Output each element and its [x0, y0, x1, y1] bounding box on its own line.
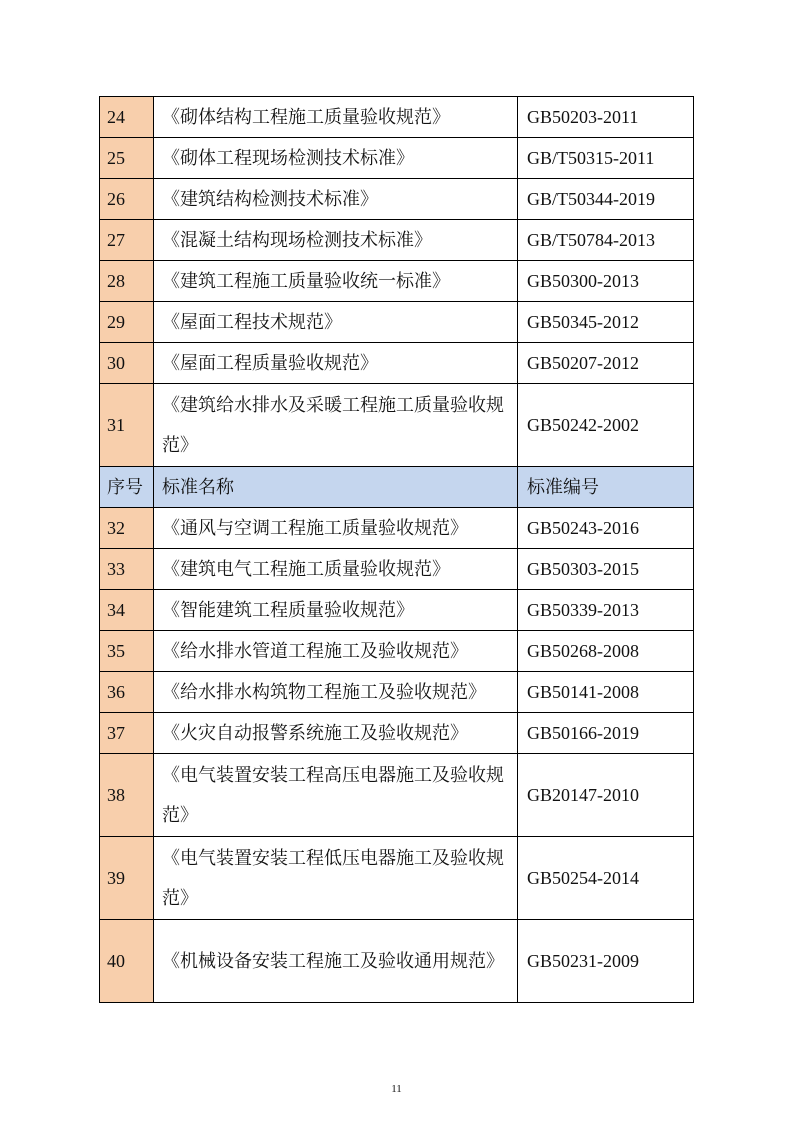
standard-name: 《给水排水构筑物工程施工及验收规范》: [154, 672, 518, 713]
standard-code: GB50166-2019: [518, 713, 694, 754]
standard-code: GB50243-2016: [518, 508, 694, 549]
row-number: 27: [100, 220, 154, 261]
standard-name: 《混凝土结构现场检测技术标准》: [154, 220, 518, 261]
standard-code: GB50231-2009: [518, 920, 694, 1003]
table-row: [100, 220, 694, 261]
row-number: 36: [100, 672, 154, 713]
table-row: [100, 261, 694, 302]
standard-code: GB50303-2015: [518, 549, 694, 590]
header-name: 标准名称: [154, 467, 518, 508]
table-row: [100, 837, 694, 920]
standard-code: GB/T50315-2011: [518, 138, 694, 179]
standard-code: GB50300-2013: [518, 261, 694, 302]
standard-name: 《给水排水管道工程施工及验收规范》: [154, 631, 518, 672]
standard-name: 《屋面工程质量验收规范》: [154, 343, 518, 384]
standard-name: 《电气装置安装工程高压电器施工及验收规范》: [154, 754, 518, 837]
standard-code: GB50203-2011: [518, 97, 694, 138]
standard-name: 《建筑工程施工质量验收统一标准》: [154, 261, 518, 302]
row-number: 39: [100, 837, 154, 920]
table-row: [100, 302, 694, 343]
standards-table-body: [100, 97, 694, 1003]
row-number: 33: [100, 549, 154, 590]
table-row: [100, 713, 694, 754]
row-number: 40: [100, 920, 154, 1003]
row-number: 30: [100, 343, 154, 384]
standard-name: 《屋面工程技术规范》: [154, 302, 518, 343]
standard-code: GB50207-2012: [518, 343, 694, 384]
standard-name: 《砌体工程现场检测技术标准》: [154, 138, 518, 179]
standard-code: GB50141-2008: [518, 672, 694, 713]
page-number: 11: [391, 1083, 402, 1095]
standard-code: GB50345-2012: [518, 302, 694, 343]
standard-name: 《建筑电气工程施工质量验收规范》: [154, 549, 518, 590]
row-number: 38: [100, 754, 154, 837]
table-row: [100, 179, 694, 220]
row-number: 25: [100, 138, 154, 179]
standard-name: 《火灾自动报警系统施工及验收规范》: [154, 713, 518, 754]
standard-code: GB20147-2010: [518, 754, 694, 837]
row-number: 35: [100, 631, 154, 672]
standards-table: [99, 96, 694, 1003]
row-number: 31: [100, 384, 154, 467]
table-row: [100, 384, 694, 467]
row-number: 24: [100, 97, 154, 138]
row-number: 32: [100, 508, 154, 549]
table-row: [100, 754, 694, 837]
row-number: 28: [100, 261, 154, 302]
row-number: 26: [100, 179, 154, 220]
table-row: [100, 343, 694, 384]
table-row: [100, 138, 694, 179]
table-row: [100, 920, 694, 1003]
table-row: [100, 508, 694, 549]
standard-name: 《电气装置安装工程低压电器施工及验收规范》: [154, 837, 518, 920]
header-number: 序号: [100, 467, 154, 508]
table-row: [100, 97, 694, 138]
table-row: [100, 590, 694, 631]
standard-name: 《建筑给水排水及采暖工程施工质量验收规范》: [154, 384, 518, 467]
standard-code: GB/T50344-2019: [518, 179, 694, 220]
row-number: 29: [100, 302, 154, 343]
row-number: 34: [100, 590, 154, 631]
table-row: [100, 549, 694, 590]
standard-name: 《机械设备安装工程施工及验收通用规范》: [154, 920, 518, 1003]
standard-code: GB50242-2002: [518, 384, 694, 467]
standard-name: 《砌体结构工程施工质量验收规范》: [154, 97, 518, 138]
table-row: [100, 672, 694, 713]
standard-code: GB50268-2008: [518, 631, 694, 672]
standard-name: 《智能建筑工程质量验收规范》: [154, 590, 518, 631]
table-header-row: [100, 467, 694, 508]
standard-code: GB/T50784-2013: [518, 220, 694, 261]
standard-code: GB50339-2013: [518, 590, 694, 631]
header-code: 标准编号: [518, 467, 694, 508]
standard-code: GB50254-2014: [518, 837, 694, 920]
table-row: [100, 631, 694, 672]
standard-name: 《建筑结构检测技术标准》: [154, 179, 518, 220]
standard-name: 《通风与空调工程施工质量验收规范》: [154, 508, 518, 549]
row-number: 37: [100, 713, 154, 754]
